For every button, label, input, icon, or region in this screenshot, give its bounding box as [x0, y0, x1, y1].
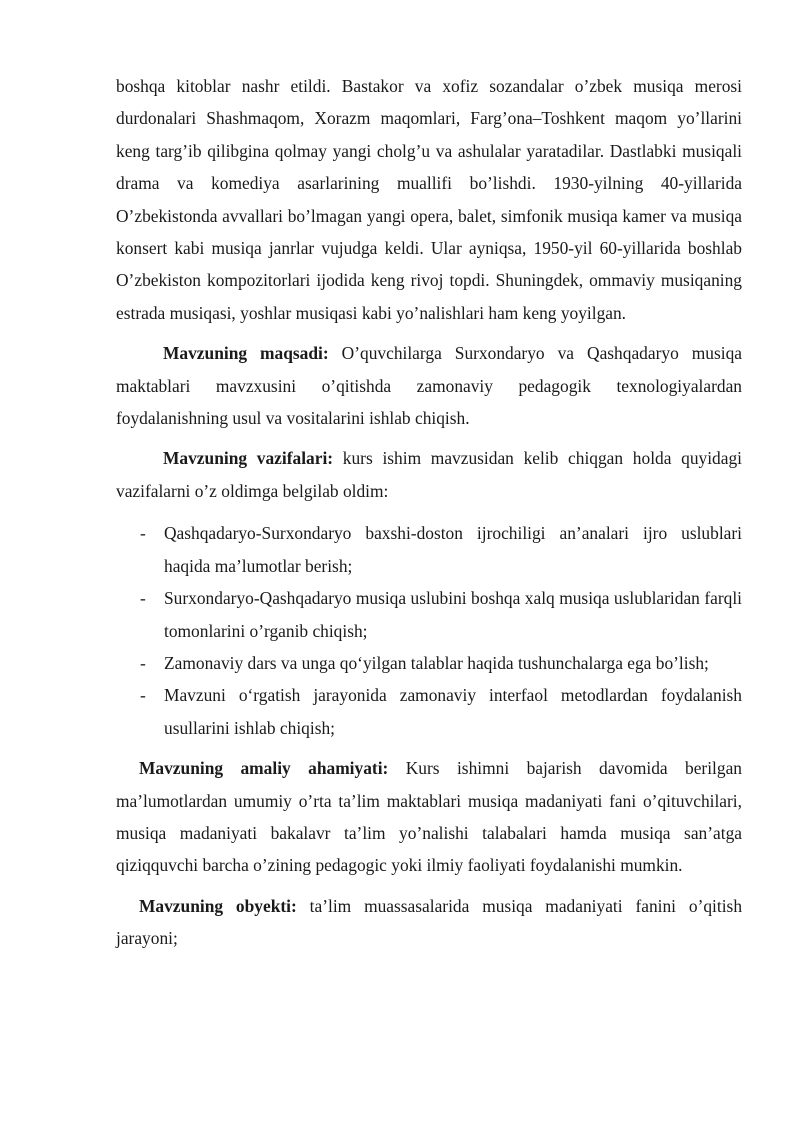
list-item: [116, 647, 742, 679]
list-item-text: Mavzuni o‘rgatish jarayonida zamonaviy interfaol metodlardan foydalanish usullarini ishlab chiqish;: [164, 685, 742, 738]
purpose-label: Mavzuning maqsadi:: [163, 343, 329, 364]
tasks-list: [116, 517, 742, 744]
list-item: [116, 679, 742, 744]
practical-significance-label: Mavzuning amaliy ahamiyati:: [139, 758, 389, 779]
document-page: [116, 70, 742, 955]
intro-paragraph: boshqa kitoblar nashr etildi. Bastakor va xofiz sozandalar o’zbek musiqa merosi durdonalari Shashmaqom, Xorazm maqomlari, Farg’ona–Toshkent maqom yo’llarini keng targ’ib qilibgina qolmay yangi cholg’u va ashulalar yaratadilar. Dastlabki musiqali drama va komediya asarlarining muallifi bo’lishdi. 1930-yilning 40-yillarida O’zbekistonda avvallari bo’lmagan yangi opera, balet, simfonik musiqa kamer va musiqa konsert kabi musiqa janrlar vujudga keldi. Ular ayniqsa, 1950-yil 60-yillarida boshlab O’zbekiston kompozitorlari ijodida keng rivoj topdi. Shuningdek, ommaviy musiqaning estrada musiqasi, yoshlar musiqasi kabi yo’nalishlari ham keng yoyilgan.: [116, 76, 742, 323]
object-label: Mavzuning obyekti:: [139, 895, 297, 916]
list-item: [116, 517, 742, 582]
list-bullet: -: [140, 523, 146, 544]
tasks-label: Mavzuning vazifalari:: [163, 448, 334, 469]
object-text: ta’lim muassasalarida musiqa madaniyati fanini o’qitish jarayoni;: [116, 895, 743, 949]
list-item-text: Surxondaryo-Qashqadaryo musiqa uslubini boshqa xalq musiqa uslublaridan farqli tomonlarini o’rganib chiqish;: [164, 588, 742, 641]
list-item-text: Zamonaviy dars va unga qo‘yilgan talablar haqida tushunchalarga ega bo’lish;: [164, 652, 709, 673]
list-item-text: Qashqadaryo-Surxondaryo baxshi-doston ijrochiligi an’analari ijro uslublari haqida ma’lumotlar berish;: [164, 523, 742, 576]
practical-significance-paragraph: [116, 752, 742, 882]
purpose-paragraph: [116, 337, 742, 434]
purpose-text: O’quvchilarga Surxondaryo va Qashqadaryo musiqa maktablari mavzxusini o’qitishda zamonaviy pedagogik texnologiyalardan foydalanishning usul va vositalarini ishlab chiqish.: [116, 343, 742, 429]
object-paragraph: [116, 890, 742, 955]
tasks-text: kurs ishim mavzusidan kelib chiqgan holda quyidagi vazifalarni o’z oldimga belgilab oldim:: [116, 448, 742, 501]
list-item: [116, 582, 742, 647]
tasks-paragraph: [116, 442, 742, 507]
list-bullet: -: [140, 685, 146, 706]
list-bullet: -: [140, 588, 146, 609]
list-bullet: -: [140, 652, 146, 673]
practical-significance-text: Kurs ishimni bajarish davomida berilgan ma’lumotlardan umumiy o’rta ta’lim maktablari musiqa madaniyati fani o’qituvchilari, musiqa madaniyati bakalavr ta’lim yo’nalishi talabalari hamda musiqa san’atga qiziqquvchi barcha o’zining pedagogic yoki ilmiy faoliyati foydalanishi mumkin.: [116, 758, 743, 876]
